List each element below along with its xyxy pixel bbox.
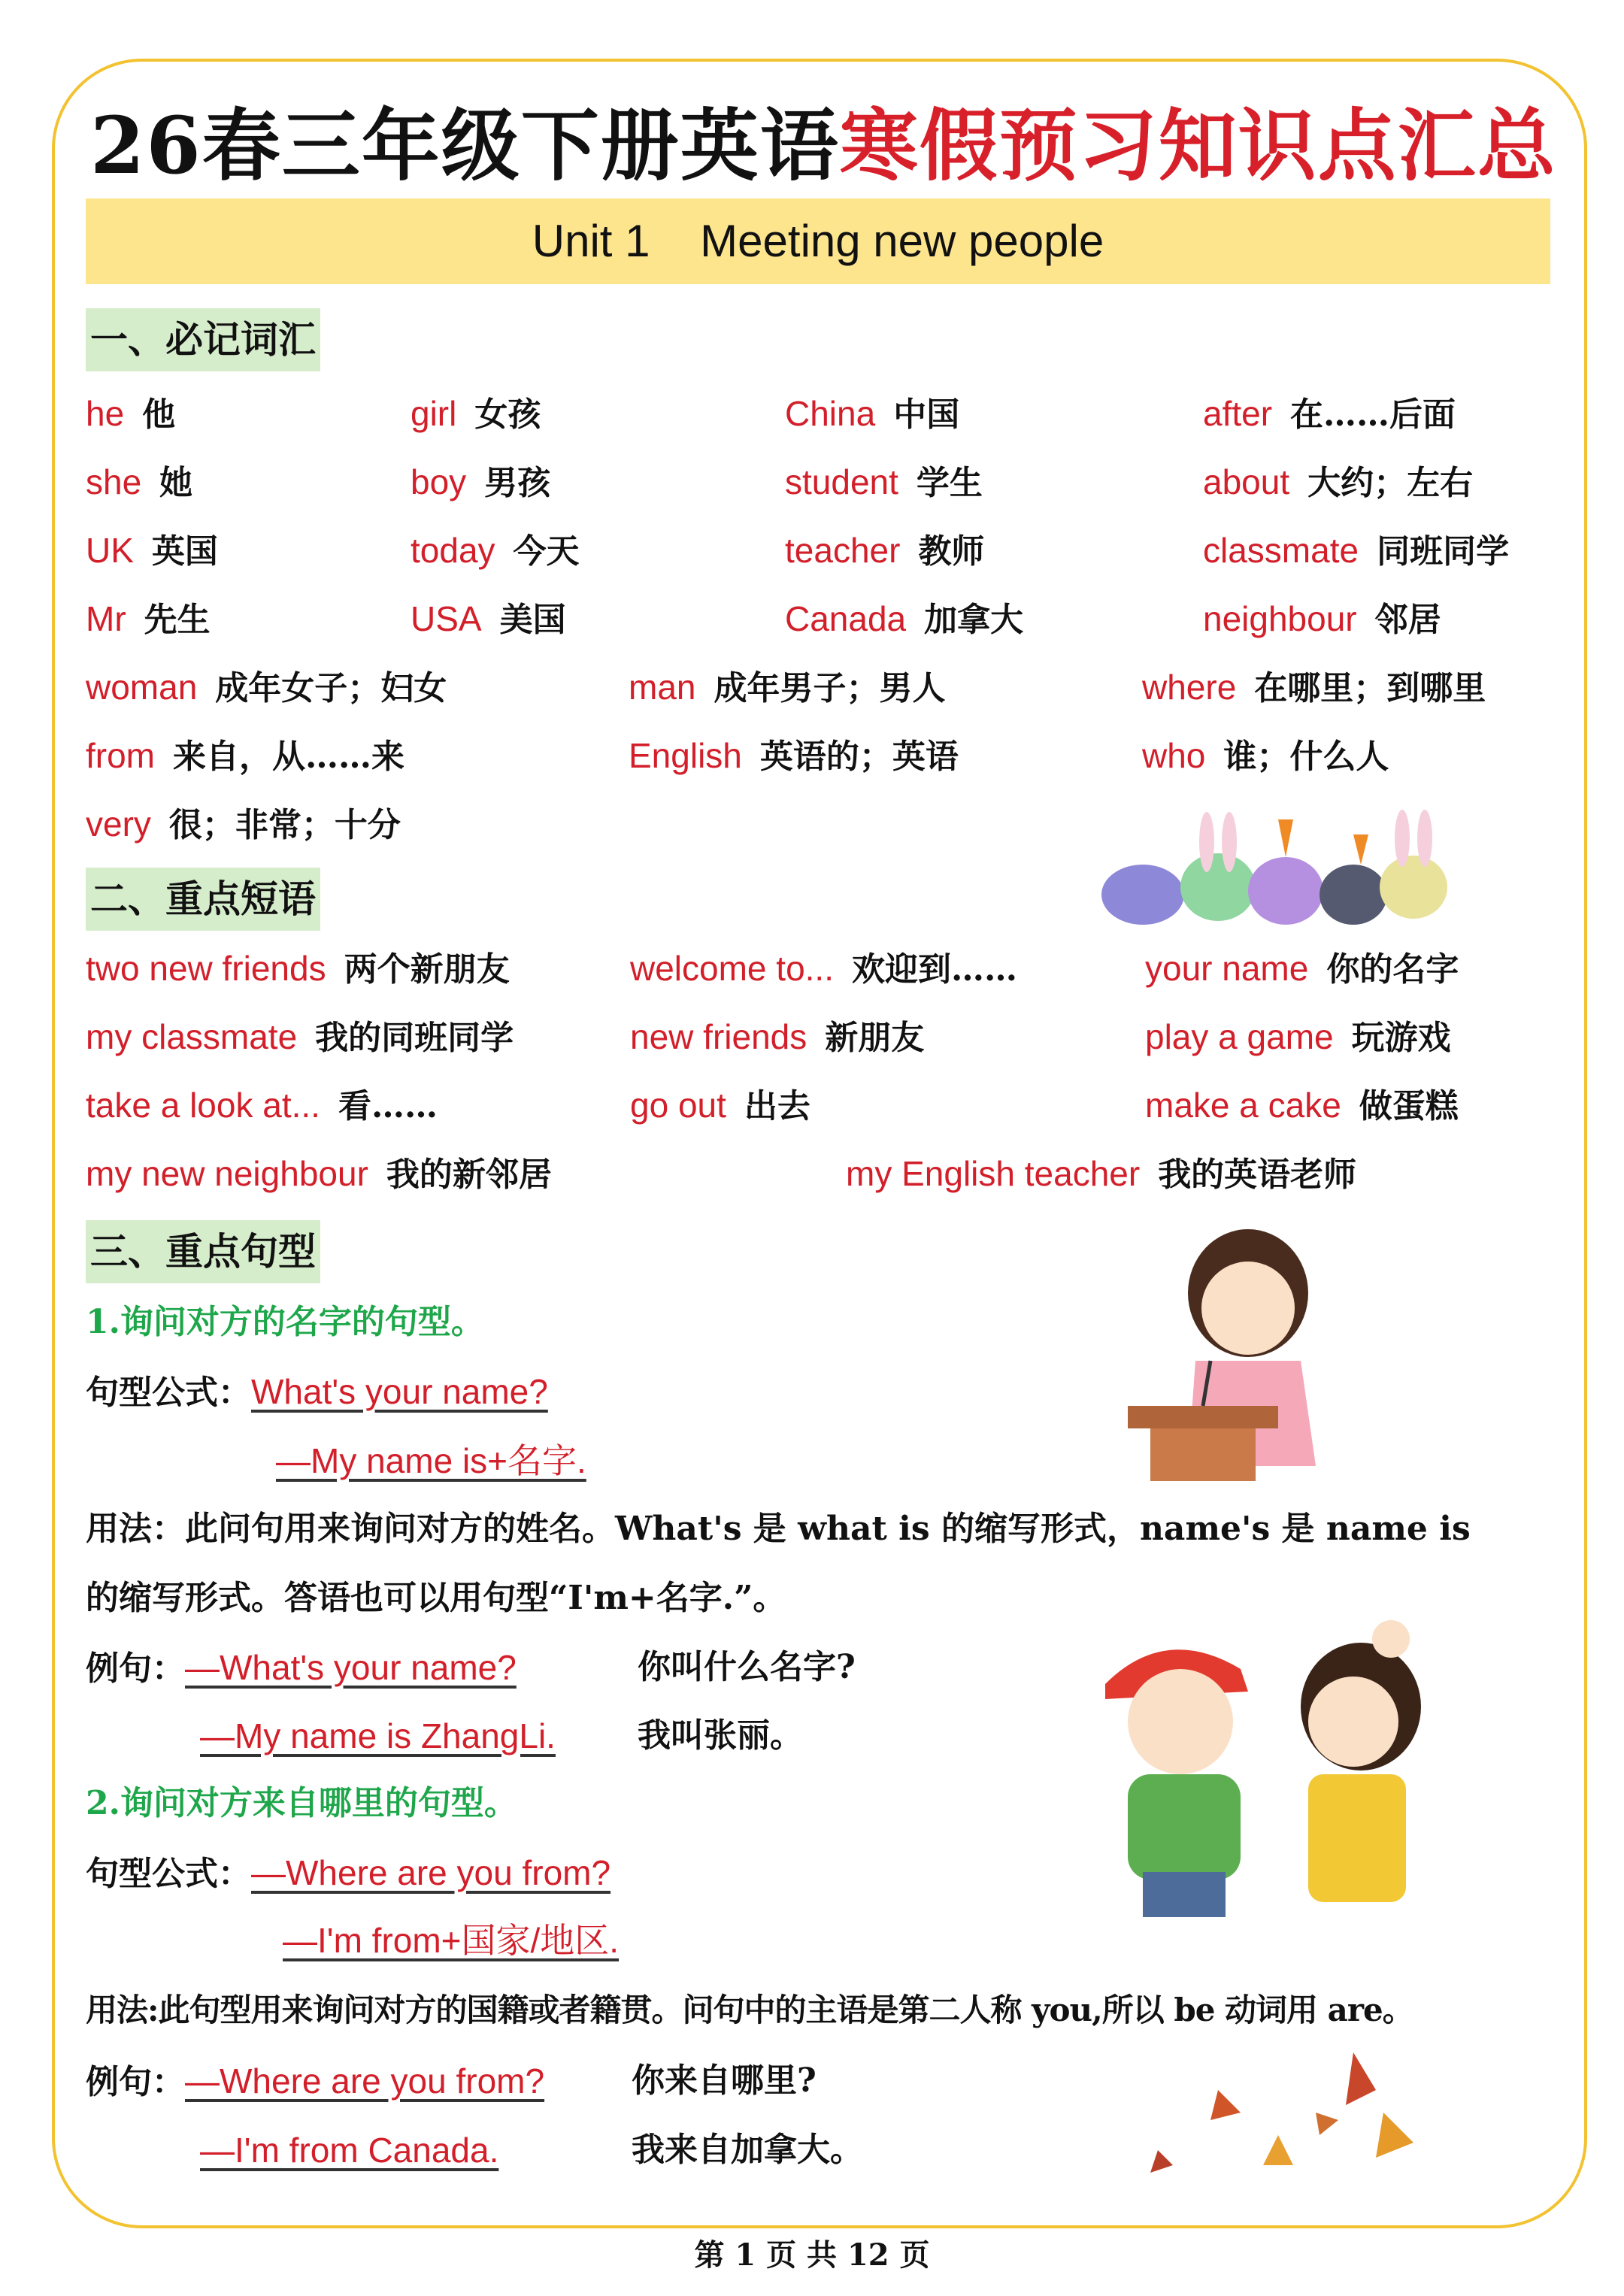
vocab-item-en: she bbox=[86, 462, 142, 501]
vocab-item-zh: 英国 bbox=[151, 532, 218, 571]
vocab-item-en: about bbox=[1203, 462, 1290, 501]
phrase-item-en: my classmate bbox=[86, 1017, 298, 1056]
vocab-item-zh: 同班同学 bbox=[1377, 532, 1510, 571]
formula-question: What's your name? bbox=[251, 1372, 548, 1411]
phrase-item-zh: 欢迎到…… bbox=[852, 950, 1017, 989]
phrase-item-zh: 玩游戏 bbox=[1351, 1019, 1451, 1057]
phrase-item bbox=[1145, 1083, 1459, 1129]
vocab-item bbox=[629, 733, 959, 780]
vocab-item-en: boy bbox=[411, 462, 467, 501]
pattern-1-answer bbox=[276, 1438, 586, 1483]
phrase-item-en: two new friends bbox=[86, 949, 326, 988]
vocab-item bbox=[86, 528, 218, 574]
formula-label: 句型公式： bbox=[86, 1374, 251, 1412]
phrase-item bbox=[1145, 1014, 1451, 1061]
phrase-item-zh: 出去 bbox=[744, 1087, 810, 1125]
vocab-item-zh: 中国 bbox=[893, 395, 960, 434]
phrase-item-zh: 两个新朋友 bbox=[344, 950, 510, 989]
example-label: 例句： bbox=[86, 1649, 185, 1688]
phrase-item-en: my English teacher bbox=[846, 1154, 1141, 1193]
vocab-item bbox=[1142, 665, 1486, 711]
vocab-item bbox=[1203, 596, 1441, 643]
boy-and-girl-waving-illustration bbox=[1075, 1616, 1459, 1932]
section-sentences-heading: 三、重点句型 bbox=[86, 1220, 320, 1283]
vocab-item bbox=[785, 459, 983, 506]
phrase-item-zh: 看…… bbox=[338, 1087, 438, 1125]
vocab-item bbox=[411, 459, 550, 506]
vocab-item bbox=[785, 596, 1023, 643]
vocab-item-zh: 男孩 bbox=[484, 464, 551, 502]
section-vocab-heading: 一、必记词汇 bbox=[86, 308, 320, 371]
vocab-item-en: who bbox=[1142, 736, 1206, 775]
vocab-item-zh: 加拿大 bbox=[924, 601, 1024, 639]
vocab-item-en: UK bbox=[86, 531, 134, 570]
vocab-item-en: English bbox=[629, 736, 742, 775]
phrase-item bbox=[630, 946, 1017, 992]
vocab-item bbox=[785, 391, 959, 438]
autumn-leaves-illustration bbox=[1128, 2045, 1429, 2195]
phrase-item bbox=[1145, 946, 1459, 992]
phrase-item-en: take a look at... bbox=[86, 1086, 320, 1125]
vocab-item-en: neighbour bbox=[1203, 599, 1357, 638]
vocab-item-zh: 学生 bbox=[916, 464, 983, 502]
vocab-item-zh: 邻居 bbox=[1374, 601, 1441, 639]
vocab-item bbox=[86, 391, 175, 438]
vocab-item-zh: 他 bbox=[142, 395, 176, 434]
formula-answer: —My name is+名字. bbox=[276, 1441, 586, 1480]
phrase-item bbox=[86, 946, 510, 992]
page-number: 第 1 页 共 12 页 bbox=[694, 2237, 930, 2273]
usage-1: 用法：此问句用来询问对方的姓名。What's 是 what is 的缩写形式，name's 是 name is bbox=[86, 1510, 1471, 1548]
example-4-zh: 我来自加拿大。 bbox=[632, 2131, 863, 2169]
vocab-item-en: from bbox=[86, 736, 155, 775]
phrase-item-en: play a game bbox=[1145, 1017, 1334, 1056]
vocab-item bbox=[411, 596, 566, 643]
vocab-item-en: student bbox=[785, 462, 898, 501]
vocab-item bbox=[86, 665, 447, 711]
phrase-item-en: new friends bbox=[630, 1017, 807, 1056]
vocab-item bbox=[411, 391, 541, 438]
phrase-item-en: go out bbox=[630, 1086, 726, 1125]
vocab-item bbox=[785, 528, 984, 574]
vocab-item-en: where bbox=[1142, 668, 1237, 707]
vocab-item-zh: 先生 bbox=[144, 601, 211, 639]
usage-1b: 的缩写形式。答语也可以用句型“I'm+名字.”。 bbox=[86, 1579, 786, 1617]
vocab-item-en: China bbox=[785, 394, 876, 433]
phrase-item-zh: 新朋友 bbox=[825, 1019, 925, 1057]
formula-question: —Where are you from? bbox=[251, 1853, 611, 1892]
vocab-item bbox=[86, 459, 192, 506]
vocab-item-en: Mr bbox=[86, 599, 126, 638]
vocab-item-zh: 美国 bbox=[499, 601, 566, 639]
pattern-1-formula bbox=[86, 1369, 548, 1416]
vocab-item-zh: 今天 bbox=[513, 532, 580, 571]
vocab-item-zh: 成年女子；妇女 bbox=[215, 669, 447, 707]
phrase-item-zh: 我的新邻居 bbox=[386, 1156, 552, 1194]
vocab-item-en: today bbox=[411, 531, 495, 570]
vocab-item-zh: 大约；左右 bbox=[1307, 464, 1474, 502]
vocab-item-zh: 她 bbox=[159, 464, 193, 502]
example-1-zh: 你叫什么名字? bbox=[638, 1648, 856, 1686]
phrase-item bbox=[86, 1151, 552, 1198]
vocab-item-zh: 来自，从……来 bbox=[173, 738, 404, 776]
phrase-item-zh: 我的同班同学 bbox=[315, 1019, 514, 1057]
vocab-item-en: Canada bbox=[785, 599, 907, 638]
phrase-item-zh: 做蛋糕 bbox=[1359, 1087, 1459, 1125]
vocab-item-en: man bbox=[629, 668, 696, 707]
example-label: 例句： bbox=[86, 2063, 185, 2101]
phrase-item bbox=[86, 1014, 514, 1061]
pattern-1-title: 1.询问对方的名字的句型。 bbox=[86, 1303, 484, 1341]
vocab-item bbox=[1203, 528, 1509, 574]
phrase-item bbox=[630, 1014, 924, 1061]
vocab-item-en: teacher bbox=[785, 531, 901, 570]
section-phrases-heading: 二、重点短语 bbox=[86, 868, 320, 931]
example-1-en: —What's your name? bbox=[185, 1648, 517, 1687]
vocab-item bbox=[1142, 733, 1389, 780]
phrase-item bbox=[86, 1083, 438, 1129]
vocab-item bbox=[1203, 391, 1456, 438]
vocab-item-zh: 英语的；英语 bbox=[759, 738, 959, 776]
pattern-2-title: 2.询问对方来自哪里的句型。 bbox=[86, 1784, 517, 1822]
vocab-item-zh: 成年男子；男人 bbox=[714, 669, 946, 707]
example-3-zh: 你来自哪里? bbox=[632, 2061, 817, 2100]
vocab-item-en: he bbox=[86, 394, 125, 433]
title-red: 寒假预习知识点汇总 bbox=[839, 99, 1557, 192]
vocab-item-en: girl bbox=[411, 394, 457, 433]
vocab-item bbox=[86, 596, 211, 643]
example-3-en: —Where are you from? bbox=[185, 2061, 545, 2101]
usage-2: 用法:此句型用来询问对方的国籍或者籍贯。问句中的主语是第二人称 you,所以 be 动词用 are。 bbox=[86, 1992, 1413, 2028]
phrase-item-en: your name bbox=[1145, 949, 1309, 988]
phrase-item bbox=[630, 1083, 810, 1129]
phrase-item-zh: 你的名字 bbox=[1326, 950, 1459, 989]
vocab-item-zh: 在哪里；到哪里 bbox=[1254, 669, 1486, 707]
vocab-item-zh: 在……后面 bbox=[1290, 395, 1456, 434]
vocab-item-en: USA bbox=[411, 599, 482, 638]
vocab-item-zh: 很；非常；十分 bbox=[168, 806, 401, 844]
vocab-item bbox=[629, 665, 945, 711]
girl-at-podium-illustration bbox=[1120, 1225, 1361, 1481]
vocab-item-en: woman bbox=[86, 668, 198, 707]
vocab-item bbox=[86, 801, 401, 848]
vocab-item bbox=[411, 528, 580, 574]
unit-banner: Unit 1 Meeting new people bbox=[86, 198, 1550, 284]
vocab-item-zh: 教师 bbox=[918, 532, 985, 571]
vocab-item-en: classmate bbox=[1203, 531, 1359, 570]
vocab-item bbox=[1203, 459, 1473, 506]
formula-answer: —I'm from+国家/地区. bbox=[283, 1921, 620, 1960]
cartoon-animals-illustration bbox=[1068, 804, 1459, 932]
formula-label: 句型公式： bbox=[86, 1855, 251, 1893]
page-title bbox=[90, 83, 1557, 195]
example-4-en: —I'm from Canada. bbox=[200, 2131, 499, 2170]
vocab-item-en: after bbox=[1203, 394, 1273, 433]
phrase-item bbox=[846, 1151, 1356, 1198]
title-black: 26春三年级下册英语 bbox=[90, 99, 840, 192]
phrase-item-en: make a cake bbox=[1145, 1086, 1341, 1125]
example-2-en: —My name is ZhangLi. bbox=[200, 1716, 556, 1755]
phrase-item-en: welcome to... bbox=[630, 949, 834, 988]
vocab-item-zh: 女孩 bbox=[474, 395, 541, 434]
vocab-item-zh: 谁；什么人 bbox=[1223, 738, 1389, 776]
phrase-item-zh: 我的英语老师 bbox=[1158, 1156, 1357, 1194]
vocab-item-en: very bbox=[86, 804, 151, 844]
vocab-item bbox=[86, 733, 404, 780]
phrase-item-en: my new neighbour bbox=[86, 1154, 368, 1193]
example-2-zh: 我叫张丽。 bbox=[638, 1716, 803, 1755]
